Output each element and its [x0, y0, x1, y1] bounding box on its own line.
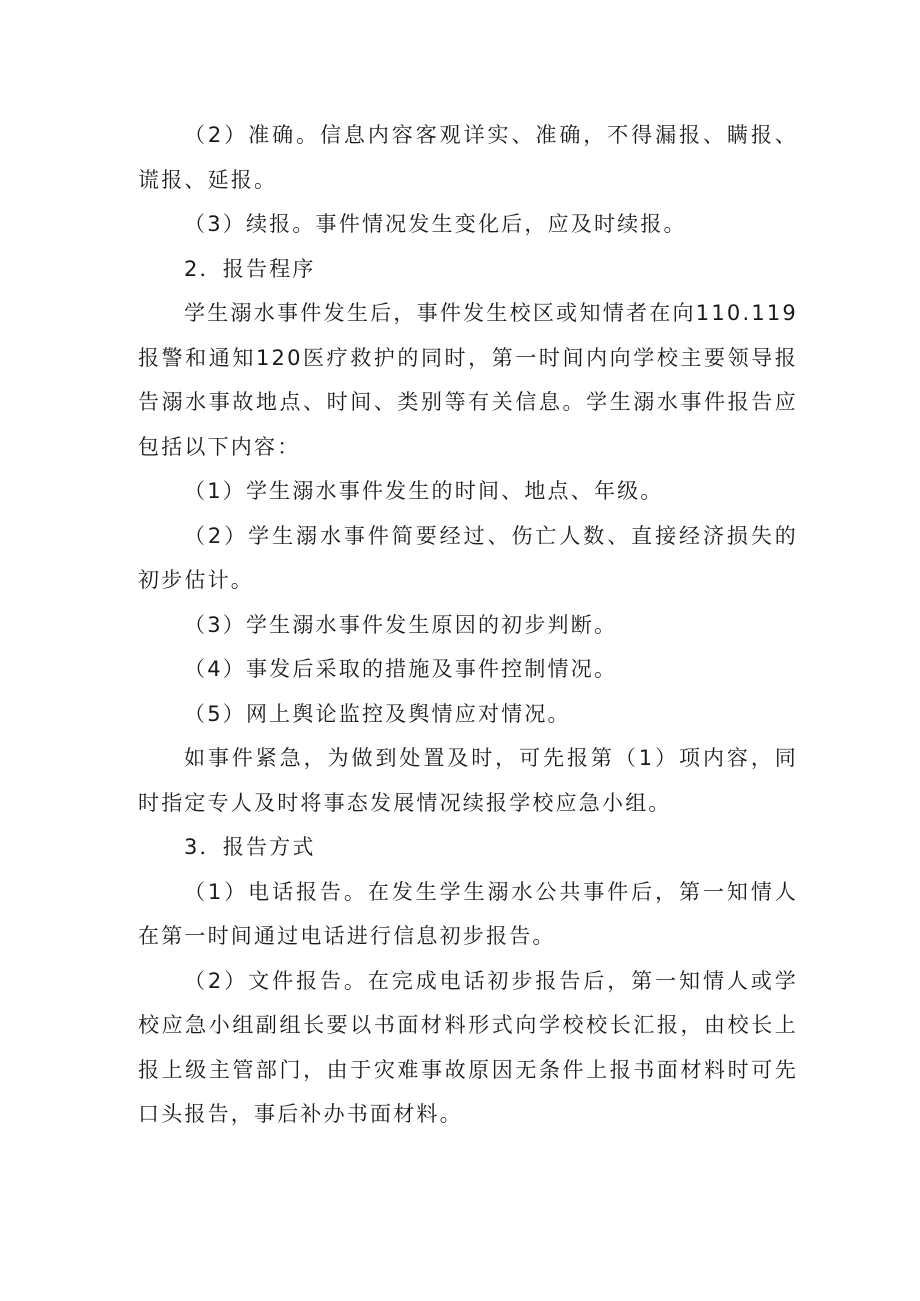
paragraph-item-measures: （4）事发后采取的措施及事件控制情况。 — [184, 657, 618, 681]
paragraph-document-report: （2）文件报告。在完成电话初步报告后，第一知情人或学校应急小组副组长要以书面材料形式向学校校长汇报，由校长上报上级主管部门，由于灾难事故原因无条件上报书面材料时可先口头报告，事后补办书面材料。 — [138, 968, 798, 1126]
heading-report-procedure: 2．报告程序 — [184, 256, 316, 281]
paragraph-item-brief: （2）学生溺水事件简要经过、伤亡人数、直接经济损失的初步估计。 — [138, 523, 798, 592]
document-body — [138, 113, 798, 1137]
paragraph-item-time-place: （1）学生溺水事件发生的时间、地点、年级。 — [184, 479, 664, 503]
paragraph-item-opinion: （5）网上舆论监控及舆情应对情况。 — [184, 701, 571, 726]
heading-report-method: 3．报告方式 — [184, 835, 316, 859]
paragraph-urgent: 如事件紧急，为做到处置及时，可先报第（1）项内容，同时指定专人及时将事态发展情况续报学校应急小组。 — [138, 746, 798, 815]
paragraph-follow-up: （3）续报。事件情况发生变化后，应及时续报。 — [184, 212, 687, 236]
paragraph-item-cause: （3）学生溺水事件发生原因的初步判断。 — [184, 612, 618, 637]
paragraph-phone-report: （1）电话报告。在发生学生溺水公共事件后，第一知情人在第一时间通过电话进行信息初步报告。 — [138, 879, 798, 948]
paragraph-procedure-intro: 学生溺水事件发生后，事件发生校区或知情者在向110.119报警和通知120医疗救护的同时，第一时间内向学校主要领导报告溺水事故地点、时间、类别等有关信息。学生溺水事件报告应包括以下内容： — [138, 301, 798, 459]
paragraph-accuracy: （2）准确。信息内容客观详实、准确，不得漏报、瞒报、谎报、延报。 — [138, 123, 798, 192]
